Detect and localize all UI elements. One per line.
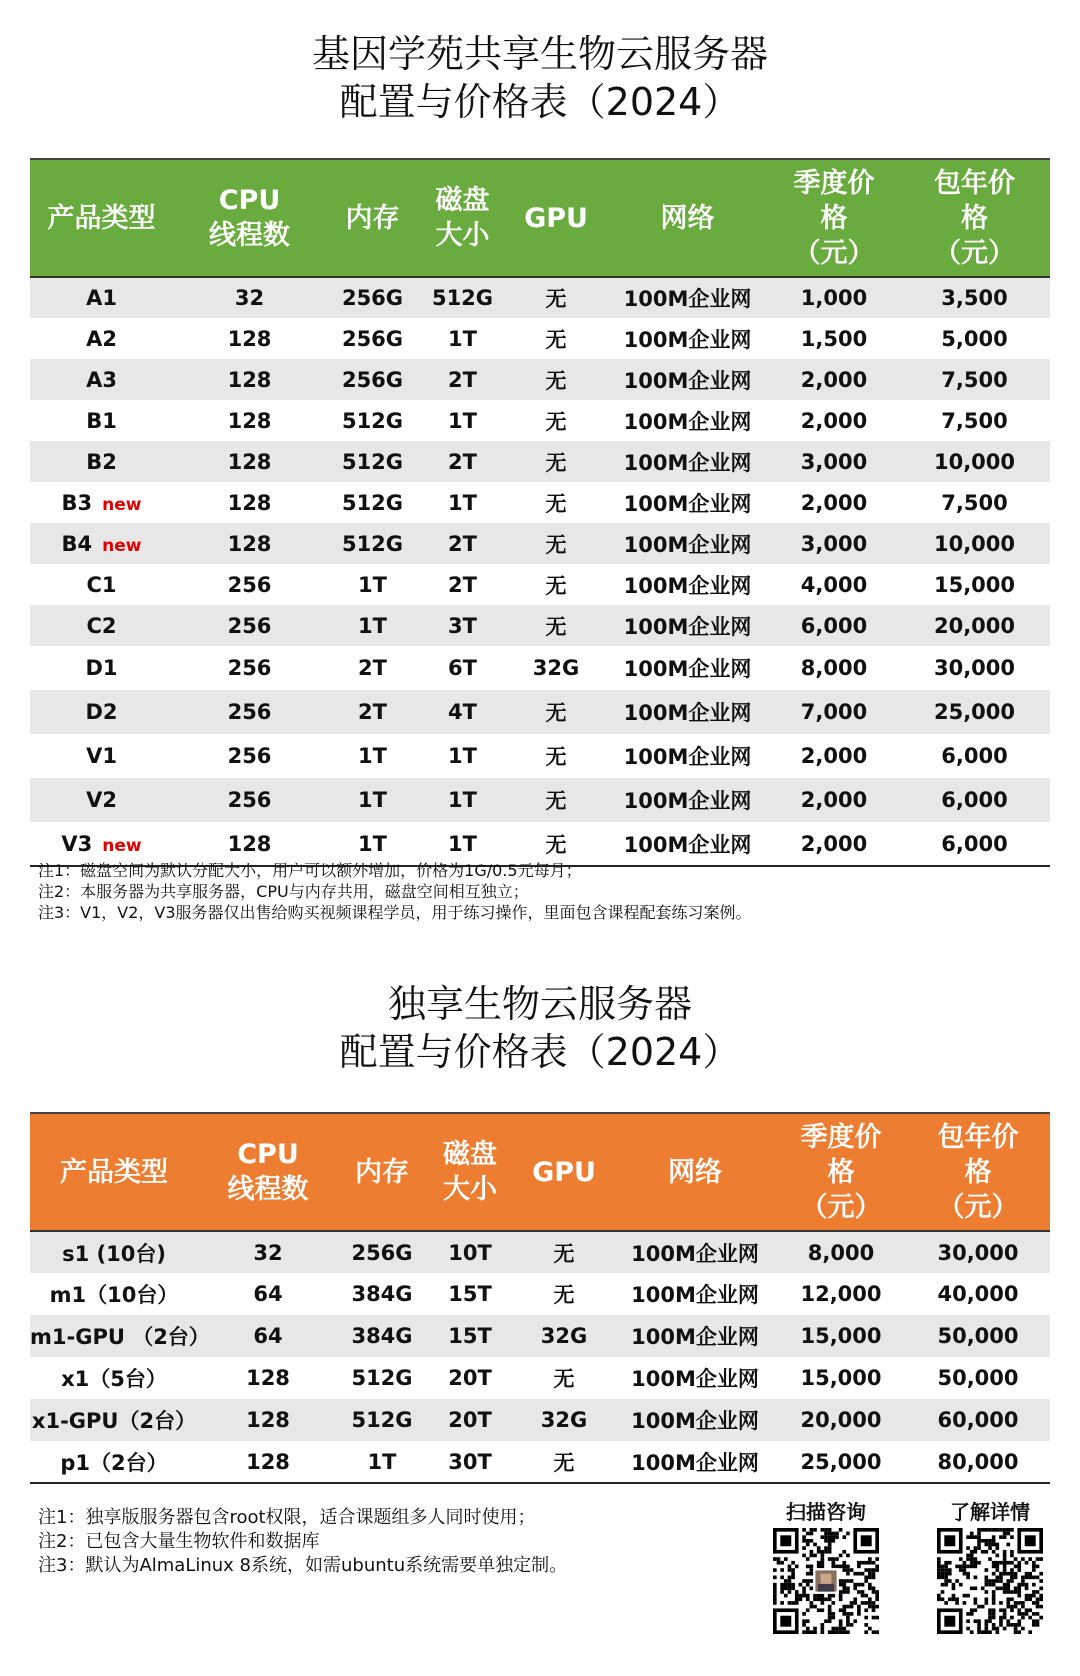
cell-cpu: 128	[246, 1366, 290, 1390]
new-badge: new	[102, 835, 142, 856]
cell-gpu: 无	[545, 409, 567, 434]
product-name: V1	[86, 744, 117, 768]
cell-year: 7,500	[941, 490, 1008, 515]
table-row	[30, 734, 1050, 778]
cell-quarter: 2,000	[800, 490, 868, 515]
cell-gpu: 无	[545, 745, 567, 769]
cell-quarter: 8,000	[800, 656, 868, 680]
exclusive-table-body	[30, 1231, 1050, 1483]
cell-year: 15,000	[933, 572, 1016, 597]
cell-quarter: 2,000	[800, 367, 868, 392]
table-row	[30, 1231, 1050, 1273]
cell-memory: 384G	[351, 1282, 413, 1306]
cell-product	[30, 277, 173, 318]
table-row	[30, 359, 1050, 400]
shared-header-row	[30, 159, 1050, 277]
cell-year: 20,000	[933, 613, 1016, 638]
cell-cpu: 256	[227, 572, 272, 597]
cell-year: 5,000	[941, 326, 1008, 351]
cell-disk: 3T	[448, 613, 477, 638]
cell-quarter: 3,000	[800, 449, 868, 474]
cell-gpu: 无	[545, 573, 567, 598]
cell-disk: 30T	[448, 1449, 492, 1474]
product-name: C2	[86, 613, 117, 638]
cell-gpu: 无	[545, 287, 567, 311]
new-badge: new	[102, 535, 142, 556]
note-line: 注3：默认为AlmaLinux 8系统，如需ubuntu系统需要单独定制。	[38, 1555, 568, 1576]
cell-product	[30, 734, 173, 778]
cell-network: 100M企业网	[623, 491, 752, 516]
cell-disk: 2T	[448, 572, 477, 597]
cell-cpu: 128	[227, 408, 272, 433]
cell-gpu: 32G	[540, 1408, 588, 1432]
product-name: B4	[61, 531, 93, 556]
cell-memory: 1T	[358, 744, 387, 768]
cell-quarter: 12,000	[800, 1282, 882, 1306]
cell-product: m1（10台）	[49, 1283, 179, 1307]
cell-disk: 4T	[448, 700, 477, 724]
cell-cpu: 256	[227, 788, 272, 812]
cell-disk: 512G	[431, 286, 494, 310]
cell-product	[30, 482, 173, 523]
table-row	[30, 690, 1050, 734]
cell-memory: 256G	[341, 367, 404, 392]
cell-disk: 2T	[448, 531, 477, 556]
cell-network: 100M企业网	[631, 1409, 759, 1433]
product-name: A1	[86, 286, 117, 310]
cell-memory: 1T	[367, 1449, 397, 1474]
cell-cpu: 128	[227, 490, 272, 515]
cell-cpu: 32	[234, 286, 265, 310]
cell-cpu: 256	[227, 656, 272, 680]
table-row	[30, 1273, 1050, 1315]
cell-disk: 20T	[448, 1408, 492, 1432]
cell-network: 100M企业网	[623, 573, 752, 598]
cell-memory: 2T	[358, 700, 387, 724]
cell-disk: 6T	[448, 656, 477, 680]
cell-cpu: 128	[227, 531, 272, 556]
cell-gpu: 无	[553, 1283, 575, 1307]
cell-gpu: 无	[545, 832, 567, 857]
cell-product	[30, 441, 173, 482]
qr-code-details-icon[interactable]	[937, 1528, 1043, 1634]
cell-product	[30, 605, 173, 646]
cell-gpu: 无	[545, 327, 567, 352]
table-row	[30, 646, 1050, 690]
cell-cpu: 128	[246, 1408, 290, 1432]
product-name: B2	[86, 449, 117, 474]
cell-cpu: 128	[227, 367, 272, 392]
cell-network: 100M企业网	[631, 1450, 759, 1475]
product-name: C1	[86, 572, 117, 597]
cell-cpu: 128	[227, 831, 272, 856]
qr-code-consult-icon[interactable]	[773, 1528, 879, 1634]
cell-disk: 1T	[448, 831, 477, 856]
header-memory: 内存	[326, 159, 419, 277]
header-disk: 磁盘 大小	[419, 159, 506, 277]
header-network: 网络	[606, 159, 769, 277]
cell-memory: 512G	[341, 531, 404, 556]
cell-network: 100M企业网	[623, 327, 752, 352]
cell-year: 6,000	[941, 788, 1008, 812]
cell-year: 6,000	[941, 831, 1008, 856]
cell-memory: 384G	[351, 1324, 413, 1348]
cell-gpu: 无	[545, 701, 567, 725]
cell-memory: 1T	[358, 613, 387, 638]
note-line: 注2：本服务器为共享服务器，CPU与内存共用，磁盘空间相互独立；	[38, 882, 529, 901]
cell-network: 100M企业网	[623, 745, 752, 769]
cell-memory: 2T	[358, 656, 387, 680]
product-name: V2	[86, 788, 117, 812]
cell-memory: 512G	[351, 1408, 413, 1432]
product-name: D2	[85, 700, 118, 724]
cell-memory: 1T	[358, 788, 387, 812]
header-quarter-price: 季度价 格 （元）	[769, 159, 899, 277]
cell-gpu: 无	[545, 532, 567, 557]
cell-year: 10,000	[933, 531, 1016, 556]
cell-year: 80,000	[937, 1449, 1019, 1474]
cell-cpu: 64	[253, 1324, 283, 1348]
cell-network: 100M企业网	[623, 789, 752, 813]
exclusive-price-table	[30, 1112, 1050, 1484]
cell-memory: 512G	[341, 449, 404, 474]
cell-cpu: 64	[253, 1282, 283, 1306]
header-product: 产品类型	[30, 159, 173, 277]
cell-year: 25,000	[933, 700, 1016, 724]
cell-network: 100M企业网	[623, 657, 752, 681]
cell-disk: 1T	[448, 326, 477, 351]
product-name: V3	[61, 831, 93, 856]
product-name: B3	[61, 490, 93, 515]
cell-product: m1-GPU （2台）	[30, 1325, 210, 1349]
table-row	[30, 318, 1050, 359]
cell-memory: 512G	[341, 490, 404, 515]
header-cpu: CPU 线程数	[173, 159, 326, 277]
cell-network: 100M企业网	[623, 450, 752, 475]
exclusive-title-line1: 独享生物云服务器	[387, 982, 692, 1026]
cell-product: p1（2台）	[60, 1450, 168, 1475]
cell-gpu: 32G	[540, 1324, 588, 1348]
cell-memory: 1T	[358, 831, 387, 856]
cell-quarter: 2,000	[800, 831, 868, 856]
qr-consult-label: 扫描咨询	[786, 1500, 866, 1524]
product-name: A2	[86, 326, 117, 351]
cell-gpu: 无	[545, 368, 567, 393]
cell-quarter: 6,000	[800, 613, 868, 638]
cell-product	[30, 778, 173, 822]
cell-disk: 15T	[448, 1282, 492, 1306]
shared-price-table	[30, 158, 1050, 867]
header-disk: 磁盘 大小	[426, 1113, 514, 1231]
cell-gpu: 无	[553, 1450, 575, 1475]
header-network: 网络	[614, 1113, 776, 1231]
cell-network: 100M企业网	[631, 1367, 759, 1391]
new-badge: new	[102, 494, 142, 515]
cell-cpu: 128	[227, 326, 272, 351]
header-product: 产品类型	[30, 1113, 198, 1231]
product-name: A3	[86, 367, 117, 392]
cell-quarter: 7,000	[800, 700, 868, 724]
note-line: 注3：V1，V2，V3服务器仅出售给购买视频课程学员，用于练习操作，里面包含课程配套练习案例。	[38, 903, 752, 922]
cell-disk: 1T	[448, 788, 477, 812]
cell-year: 30,000	[933, 656, 1016, 680]
table-row	[30, 605, 1050, 646]
cell-network: 100M企业网	[623, 532, 752, 557]
shared-table-body	[30, 277, 1050, 866]
note-line: 注1：磁盘空间为默认分配大小，用户可以额外增加，价格为1G/0.5元每月；	[38, 861, 582, 880]
table-row	[30, 1441, 1050, 1483]
cell-disk: 20T	[448, 1366, 492, 1390]
cell-network: 100M企业网	[631, 1283, 759, 1307]
cell-network: 100M企业网	[631, 1325, 759, 1349]
cell-year: 40,000	[937, 1282, 1019, 1306]
cell-cpu: 256	[227, 613, 272, 638]
cell-year: 50,000	[937, 1366, 1019, 1390]
cell-product	[30, 400, 173, 441]
cell-disk: 1T	[448, 490, 477, 515]
header-quarter-price: 季度价 格 （元）	[776, 1113, 906, 1231]
cell-disk: 10T	[448, 1240, 492, 1265]
exclusive-notes	[38, 1506, 567, 1578]
cell-network: 100M企业网	[623, 409, 752, 434]
cell-quarter: 1,000	[800, 286, 868, 310]
cell-gpu: 无	[553, 1367, 575, 1391]
cell-year: 3,500	[941, 286, 1008, 310]
shared-notes	[38, 860, 752, 923]
cell-memory: 256G	[341, 326, 404, 351]
cell-year: 7,500	[941, 408, 1008, 433]
cell-memory: 512G	[351, 1366, 413, 1390]
cell-disk: 2T	[448, 449, 477, 474]
cell-gpu: 无	[545, 614, 567, 639]
cell-network: 100M企业网	[631, 1241, 759, 1266]
cell-year: 60,000	[937, 1408, 1019, 1432]
cell-quarter: 1,500	[800, 326, 868, 351]
table-row	[30, 523, 1050, 564]
header-memory: 内存	[338, 1113, 426, 1231]
cell-disk: 1T	[448, 408, 477, 433]
cell-quarter: 15,000	[800, 1366, 882, 1390]
table-row	[30, 564, 1050, 605]
table-row	[30, 441, 1050, 482]
cell-disk: 1T	[448, 744, 477, 768]
cell-memory: 1T	[358, 572, 387, 597]
cell-memory: 256G	[351, 1240, 413, 1265]
cell-gpu: 32G	[532, 656, 580, 680]
table-row	[30, 1357, 1050, 1399]
table-row	[30, 482, 1050, 523]
header-cpu: CPU 线程数	[198, 1113, 338, 1231]
cell-cpu: 32	[253, 1240, 283, 1265]
table-row	[30, 277, 1050, 318]
cell-product	[30, 564, 173, 605]
header-gpu: GPU	[514, 1113, 614, 1231]
qr-details-label: 了解详情	[950, 1500, 1030, 1524]
cell-quarter: 25,000	[800, 1449, 882, 1474]
cell-product	[30, 646, 173, 690]
header-year-price: 包年价 格 （元）	[899, 159, 1050, 277]
product-name: D1	[85, 656, 118, 680]
cell-product	[30, 359, 173, 400]
header-gpu: GPU	[506, 159, 606, 277]
cell-disk: 2T	[448, 367, 477, 392]
cell-product: x1（5台）	[61, 1367, 167, 1391]
cell-year: 10,000	[933, 449, 1016, 474]
exclusive-title-line2: 配置与价格表（2024）	[339, 1030, 741, 1074]
cell-memory: 256G	[341, 286, 404, 310]
cell-cpu: 128	[246, 1449, 290, 1474]
cell-quarter: 2,000	[800, 408, 868, 433]
cell-gpu: 无	[545, 491, 567, 516]
cell-product	[30, 690, 173, 734]
cell-network: 100M企业网	[623, 614, 752, 639]
cell-quarter: 2,000	[800, 788, 868, 812]
cell-year: 50,000	[937, 1324, 1019, 1348]
exclusive-header-row	[30, 1113, 1050, 1231]
cell-network: 100M企业网	[623, 368, 752, 393]
shared-title	[0, 30, 1080, 126]
cell-product: x1-GPU（2台）	[31, 1409, 197, 1433]
cell-network: 100M企业网	[623, 832, 752, 857]
cell-year: 6,000	[941, 744, 1008, 768]
cell-network: 100M企业网	[623, 287, 752, 311]
cell-quarter: 8,000	[807, 1240, 875, 1265]
table-row	[30, 778, 1050, 822]
header-year-price: 包年价 格 （元）	[906, 1113, 1050, 1231]
cell-cpu: 256	[227, 744, 272, 768]
cell-gpu: 无	[553, 1241, 575, 1266]
cell-memory: 512G	[341, 408, 404, 433]
shared-title-line2: 配置与价格表（2024）	[339, 80, 741, 124]
cell-quarter: 15,000	[800, 1324, 882, 1348]
cell-disk: 15T	[448, 1324, 492, 1348]
note-line: 注2：已包含大量生物软件和数据库	[38, 1531, 320, 1552]
note-line: 注1：独享版服务器包含root权限，适合课题组多人同时使用；	[38, 1507, 536, 1528]
cell-network: 100M企业网	[623, 701, 752, 725]
cell-quarter: 2,000	[800, 744, 868, 768]
table-row	[30, 1399, 1050, 1441]
cell-gpu: 无	[545, 789, 567, 813]
cell-year: 30,000	[937, 1240, 1019, 1265]
cell-cpu: 128	[227, 449, 272, 474]
cell-quarter: 20,000	[800, 1408, 882, 1432]
cell-product	[30, 523, 173, 564]
cell-gpu: 无	[545, 450, 567, 475]
cell-product	[30, 318, 173, 359]
cell-year: 7,500	[941, 367, 1008, 392]
cell-quarter: 3,000	[800, 531, 868, 556]
cell-product: s1 (10台)	[62, 1241, 166, 1266]
cell-cpu: 256	[227, 700, 272, 724]
shared-title-line1: 基因学苑共享生物云服务器	[311, 32, 768, 76]
cell-quarter: 4,000	[800, 572, 868, 597]
product-name: B1	[86, 408, 117, 433]
exclusive-title	[0, 980, 1080, 1076]
table-row	[30, 1315, 1050, 1357]
table-row	[30, 400, 1050, 441]
